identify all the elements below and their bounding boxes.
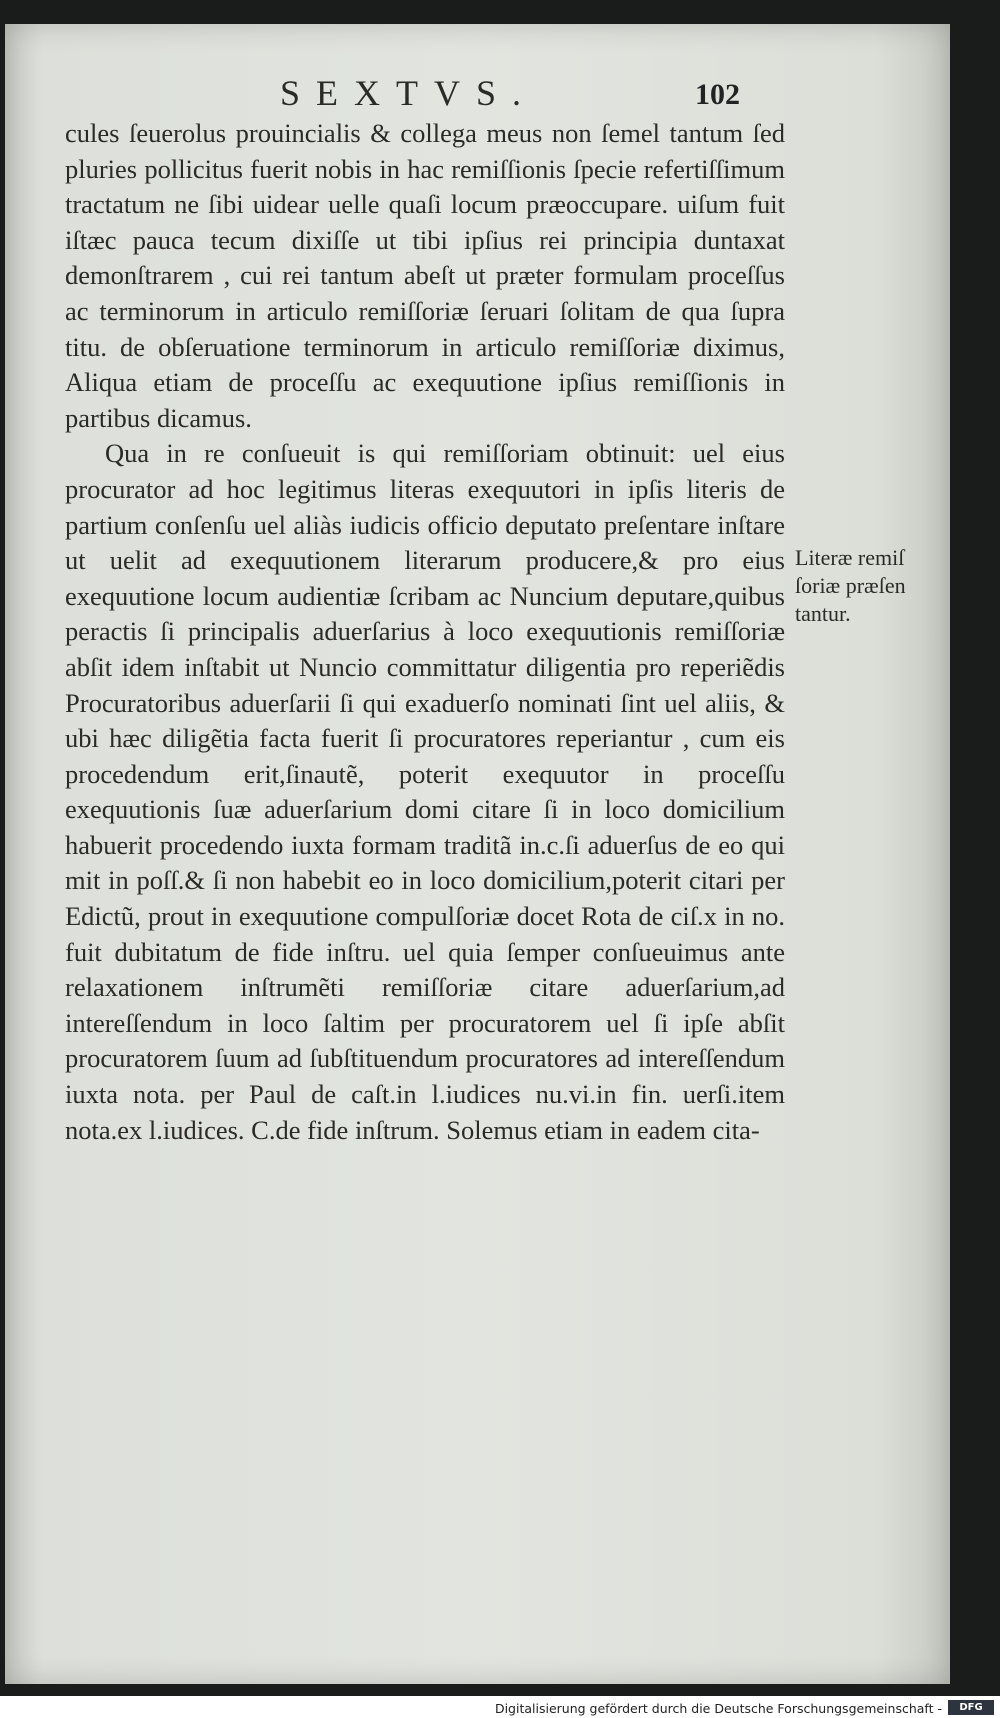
running-title: SEXTVS. bbox=[280, 73, 538, 113]
dfg-logo-icon: DFG bbox=[948, 1700, 994, 1715]
digitization-credit: Digitalisierung gefördert durch die Deutsche Forschungsgemeinschaft - bbox=[494, 1701, 942, 1716]
folio-number: 102 bbox=[695, 78, 740, 111]
main-text-block bbox=[65, 116, 785, 1148]
paragraph: Qua in re conſueuit is qui remiſſoriam obtinuit: uel eius procurator ad hoc legitimus literas exequutori in ipſis literis de partium conſenſu uel aliàs iudicis officio deputato preſentare inſtare ut uelit ad exequutionem literarum producere,& pro eius exequutione locum audientiæ ſcribam ac Nuncium deputare,quibus peractis ſi principalis aduerſarius à loco exequutionis remiſſoriæ abſit idem inſtabit ut Nuncio committatur diligentia pro reperiẽdis Procuratoribus aduerſarii ſi qui exaduerſo nominati ſint uel aliis, & ubi hæc diligẽtia facta fuerit ſi procuratores reperiantur , cum eis procedendum erit,ſinautẽ, poterit exequutor in proceſſu exequutionis ſuæ aduerſarium domi citare ſi in loco domicilium habuerit procedendo iuxta formam traditã in.c.ſi aduerſus de eo qui mit in poſſ.& ſi non habebit eo in loco domicilium,poterit citari per Edictũ, prout in exequutione compulſoriæ docet Rota de ciſ.x in no. fuit dubitatum de fide inſtru. uel quia ſemper conſueuimus ante relaxationem inſtrumẽti remiſſoriæ citare aduerſarium,ad intereſſendum in loco ſaltim per procuratorem uel ſi ipſe abſit procuratorem ſuum ad ſubſtituendum procuratores ad intereſſendum iuxta nota. per Paul de caſt.in l.iudices nu.vi.in fin. uerſi.item nota.ex l.iudices. C.de fide inſtrum. Solemus etiam in eadem cita- bbox=[65, 438, 785, 1145]
book-page bbox=[5, 24, 950, 1684]
marginal-note: Literæ remiſ ſoriæ præſen tantur. bbox=[795, 545, 906, 626]
page-header bbox=[5, 72, 950, 122]
paragraph: cules ſeuerolus prouincialis & collega meus non ſemel tantum ſed pluries pollicitus fuerit nobis in hac remiſſionis ſpecie refertiſſimum tractatum ne ſibi uidear uelle quaſi locum præoccupare. uiſum fuit iſtæc pauca tecum dixiſſe ut tibi ipſius rei principia duntaxat demonſtrarem , cui rei tantum abeſt ut præter formulam proceſſus ac terminorum in articulo remiſſoriæ ſeruari ſolitam de qua ſupra titu. de obſeruatione terminorum in articulo remiſſoriæ diximus, Aliqua etiam de proceſſu ac exequutione ipſius remiſſionis in partibus dicamus. bbox=[65, 118, 785, 433]
footer-bar bbox=[0, 1696, 1000, 1718]
